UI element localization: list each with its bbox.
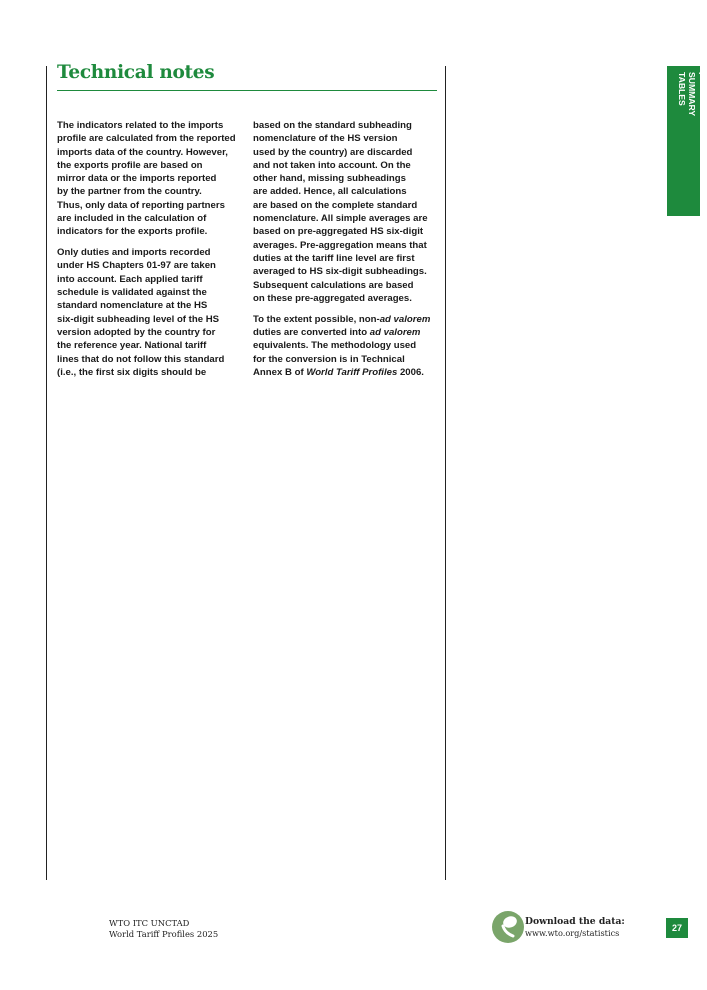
italic-term: ad valorem bbox=[369, 326, 421, 338]
text-line: under HS Chapters 01-97 are taken bbox=[57, 260, 216, 272]
text-line: by the partner from the country. bbox=[57, 186, 202, 198]
download-title: Download the data: bbox=[525, 916, 625, 927]
text-line: for the conversion is in Technical bbox=[253, 353, 405, 365]
italic-term: ad valorem bbox=[379, 313, 431, 325]
text-line: are added. Hence, all calculations bbox=[253, 186, 407, 198]
text-line: equivalents. The methodology used bbox=[253, 340, 417, 352]
text-line: Only duties and imports recorded bbox=[57, 247, 211, 259]
page-title: Technical notes bbox=[57, 62, 215, 83]
paragraph-imports-profile bbox=[57, 119, 247, 239]
paragraph-standard-nomenclature bbox=[253, 119, 443, 305]
text-line bbox=[253, 366, 443, 379]
title-underline bbox=[57, 90, 437, 91]
text-line bbox=[253, 313, 443, 326]
right-margin-rule bbox=[445, 66, 446, 880]
text-line: mirror data or the imports reported bbox=[57, 173, 217, 185]
text-run: 2006. bbox=[397, 366, 424, 378]
left-margin-rule bbox=[46, 66, 47, 880]
text-line: other hand, missing subheadings bbox=[253, 173, 406, 185]
text-line bbox=[253, 326, 443, 339]
text-line: and not taken into account. On the bbox=[253, 159, 411, 171]
text-line: averages. Pre-aggregation means that bbox=[253, 239, 427, 251]
text-line: are included in the calculation of bbox=[57, 213, 207, 225]
page-number: 27 bbox=[666, 918, 688, 938]
text-line: based on the standard subheading bbox=[253, 120, 412, 131]
text-line: on these pre-aggregated averages. bbox=[253, 292, 412, 304]
text-line: used by the country) are discarded bbox=[253, 146, 413, 158]
text-line: lines that do not follow this standard bbox=[57, 353, 225, 365]
text-line: schedule is validated against the bbox=[57, 287, 207, 299]
text-line: based on pre-aggregated HS six-digit bbox=[253, 226, 424, 238]
section-label-line2: TABLES bbox=[677, 72, 687, 106]
download-link[interactable]: www.wto.org/statistics bbox=[525, 928, 620, 938]
text-line: The indicators related to the imports bbox=[57, 120, 224, 131]
text-run: Annex B of bbox=[253, 366, 307, 378]
section-number: I bbox=[697, 72, 707, 75]
text-line: version adopted by the country for bbox=[57, 326, 216, 338]
text-run: duties are converted into bbox=[253, 326, 370, 338]
text-line: indicators for the exports profile. bbox=[57, 226, 208, 238]
text-run: To the extent possible, non- bbox=[253, 313, 380, 325]
footer-publisher bbox=[109, 918, 218, 939]
text-line: Thus, only data of reporting partners bbox=[57, 199, 225, 211]
section-tab bbox=[667, 66, 707, 216]
italic-publication-title: World Tariff Profiles bbox=[306, 366, 398, 378]
text-line: nomenclature. All simple averages are bbox=[253, 213, 428, 225]
text-line: are based on the complete standard bbox=[253, 199, 418, 211]
text-line: averaged to HS six-digit subheadings. bbox=[253, 266, 427, 278]
text-line: imports data of the country. However, bbox=[57, 146, 228, 158]
text-line: the exports profile are based on bbox=[57, 159, 203, 171]
text-column-right bbox=[253, 119, 443, 387]
download-info bbox=[525, 916, 625, 939]
text-line: the reference year. National tariff bbox=[57, 340, 207, 352]
text-line: into account. Each applied tariff bbox=[57, 273, 203, 285]
section-label-line1: SUMMARY bbox=[687, 72, 697, 117]
text-column-left bbox=[57, 119, 247, 387]
download-icon[interactable] bbox=[492, 911, 524, 943]
text-line: duties at the tariff line level are first bbox=[253, 252, 415, 264]
text-line: nomenclature of the HS version bbox=[253, 133, 398, 145]
section-tab-text bbox=[677, 72, 707, 116]
text-line: (i.e., the first six digits should be bbox=[57, 366, 207, 378]
footer-publication: World Tariff Profiles 2025 bbox=[109, 928, 219, 939]
text-line: six-digit subheading level of the HS bbox=[57, 313, 220, 325]
paragraph-duties-imports bbox=[57, 246, 247, 379]
paragraph-ad-valorem bbox=[253, 313, 443, 379]
text-line: standard nomenclature at the HS bbox=[57, 300, 208, 312]
text-line: Subsequent calculations are based bbox=[253, 279, 414, 291]
text-line: profile are calculated from the reported bbox=[57, 133, 236, 145]
footer-org: WTO ITC UNCTAD bbox=[109, 918, 190, 928]
